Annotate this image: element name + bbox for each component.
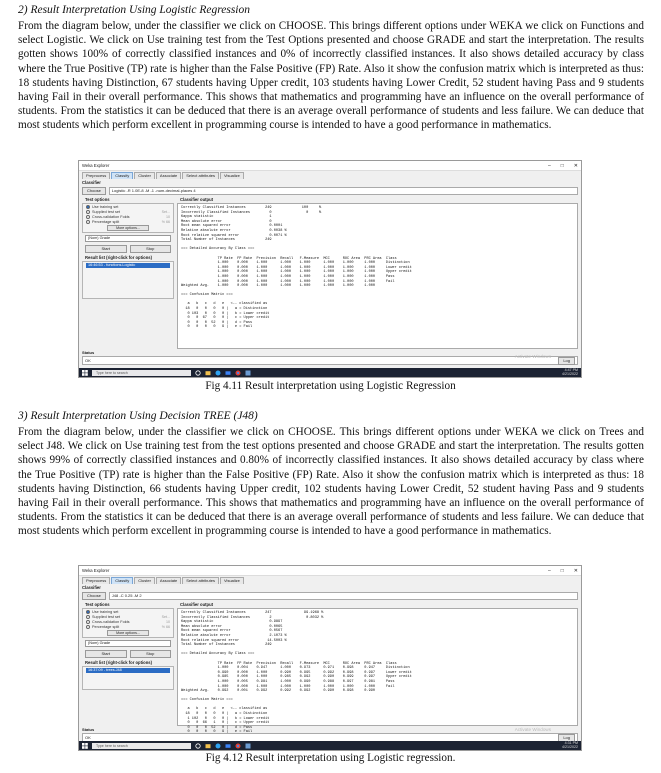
more-options-button[interactable]: More options... bbox=[107, 225, 149, 231]
minimize-icon[interactable]: – bbox=[547, 567, 551, 574]
class-attribute-select[interactable]: (Nom) Grade bbox=[85, 640, 171, 647]
classifier-label: Classifier bbox=[82, 585, 101, 590]
section-paragraph-logistic: From the diagram below, under the classifier we click on CHOOSE. This brings different options under WEKA we click on Functions and select Logistic. We click on Use training test from the Test Options presented and choose GRADE and start the interpretation. The results gotten shows 100% of correctly classified instances and 0% of incorrectly classified instances. It also shows detailed accuracy by class where the True Positive (TP) rate is higher than the False Positive (FP) Rate. Also it show the confusion matrix which is interpreted as thus: 18 students having Distinction, 67 students having Upper credit, 103 students having Lower Credit, 52 student having Pass and 9 students having Fail in their overall performance. This shows that mathematics and programming have an influence on the overall performance of students. From the statistics it can be deduced that there is an average overall performance of students and less failure. We can deduce that most students which perform excellent in programming course is intended to have a good performance in mathematics. bbox=[18, 20, 644, 132]
chrome-icon[interactable] bbox=[235, 743, 241, 749]
tab-classify[interactable]: Classify bbox=[111, 172, 133, 179]
classifier-output-label: Classifier output bbox=[180, 197, 214, 202]
result-list-item[interactable]: 16:46:53 - functions.Logistic bbox=[86, 263, 170, 268]
radio-icon[interactable] bbox=[86, 615, 90, 619]
option-supplied-test-set[interactable]: Supplied test set Set... bbox=[83, 209, 173, 214]
option-percentage-split[interactable]: Percentage split % 66 bbox=[83, 219, 173, 224]
weka-app-icon[interactable] bbox=[245, 743, 251, 749]
radio-icon[interactable] bbox=[86, 625, 90, 629]
test-options-panel bbox=[82, 608, 174, 638]
taskbar-clock: 4:47 PM 4/21/2022 bbox=[562, 367, 578, 376]
tab-associate[interactable]: Associate bbox=[156, 577, 181, 584]
edge-icon[interactable] bbox=[215, 370, 221, 376]
window-titlebar bbox=[79, 566, 581, 576]
tab-visualize[interactable]: Visualize bbox=[220, 577, 244, 584]
taskbar-search-input[interactable]: Type here to search bbox=[92, 370, 191, 376]
activate-windows-watermark: Activate Windows bbox=[514, 727, 551, 732]
minimize-icon[interactable]: – bbox=[547, 162, 551, 169]
status-text: OK bbox=[85, 735, 91, 740]
section-paragraph-j48: From the diagram below, under the classifier we click on CHOOSE. This brings different options under WEKA we click on Trees and select J48. We click on Use training test from the test options presented and choose GRADE and start the interpretation. The results gotten shows 99% of correctly classified instances and 0.80% of incorrectly classified instances. It also shows detailed accuracy by class where the True Positive (TP) rate is higher than the False Positive (FP) Rate. Also it show the confusion matrix which is interpreted as thus: 18 students having Distinction, 66 students having Upper credit, 102 students having Lower Credit, 52 student having Pass and 9 students having Fail in their overall performance. This shows that mathematics and programming have an influence on the overall performance of students. From the statistics it can be deduced that there is an average overall performance of students and less failure. We can deduce that most students which perform excellent in programming course is intended to have a good performance in mathematics. bbox=[18, 426, 644, 538]
window-titlebar bbox=[79, 161, 581, 171]
classifier-output-label: Classifier output bbox=[180, 602, 214, 607]
stop-button[interactable]: Stop bbox=[130, 245, 172, 253]
log-button[interactable]: Log bbox=[558, 357, 575, 365]
radio-icon[interactable] bbox=[86, 215, 90, 219]
maximize-icon[interactable]: □ bbox=[560, 567, 564, 574]
option-cross-validation[interactable]: Cross-validation Folds 10 bbox=[83, 619, 173, 624]
tab-cluster[interactable]: Cluster bbox=[134, 577, 155, 584]
test-options-label: Test options bbox=[85, 197, 110, 202]
radio-icon[interactable] bbox=[86, 210, 90, 214]
stop-button[interactable]: Stop bbox=[130, 650, 172, 658]
choose-button[interactable]: Choose bbox=[82, 187, 106, 195]
tab-select-attributes[interactable]: Select attributes bbox=[182, 172, 219, 179]
status-text: OK bbox=[85, 358, 91, 363]
task-view-icon[interactable] bbox=[195, 743, 201, 749]
taskbar-clock: 4:31 PM 4/21/2022 bbox=[562, 740, 578, 749]
option-supplied-test-set[interactable]: Supplied test set Set... bbox=[83, 614, 173, 619]
status-label: Status bbox=[82, 727, 95, 732]
activate-windows-watermark: Activate Windows bbox=[514, 354, 551, 359]
result-list-label: Result list (right-click for options) bbox=[85, 255, 153, 260]
classifier-output-text: Correctly Classified Instances 247 99.1968 % Incorrectly Classified Instances 2 0.8032 % Kappa statistic 0.9897 Mean absolute error 0.0065 Root mean squared error 0.0567 Relative absolute error 2.1073 % Root relative squared error 14.5003 % Total Number of Instances 249 === Detailed Accuracy By Class === TP Rate FP Rate Precision Recall F-Measure MCC ROC Area PRC Area Class 1.000 0.004 0.947 1.000 0.973 0.971 0.998 0.947 Distinction 0.990 0.000 1.000 0.990 0.995 0.992 0.998 0.997 Lower credit 0.985 0.000 1.000 0.985 0.992 0.990 0.999 0.997 Upper credit 1.000 0.005 0.981 1.000 0.990 0.988 0.997 0.981 Pass 1.000 0.000 1.000 1.000 1.000 1.000 1.000 1.000 Fail Weighted Avg. 0.992 0.001 0.992 0.992 0.992 0.990 0.998 0.990 === Confusion Matrix === a b c d e <-- classified as 18 0 0 0 0 | a = Distinction 1 102 0 0 0 | b = Lower credit 0 0 66 1 0 | c = Upper credit 0 0 0 52 0 | d = Pass 0 0 0 0 9 | e = Fail bbox=[177, 608, 578, 726]
more-options-button[interactable]: More options... bbox=[107, 630, 149, 636]
mail-icon[interactable] bbox=[225, 743, 231, 749]
status-label: Status bbox=[82, 350, 95, 355]
tab-visualize[interactable]: Visualize bbox=[220, 172, 244, 179]
tab-associate[interactable]: Associate bbox=[156, 172, 181, 179]
chrome-icon[interactable] bbox=[235, 370, 241, 376]
start-button[interactable]: Start bbox=[85, 650, 127, 658]
close-icon[interactable]: ✕ bbox=[573, 162, 578, 169]
result-list bbox=[82, 261, 174, 299]
taskbar-search-input[interactable]: Type here to search bbox=[92, 743, 191, 749]
window-title: Weka Explorer bbox=[82, 163, 110, 168]
result-list-item[interactable]: 16:37:09 - trees.J48 bbox=[86, 668, 170, 673]
figure-caption-logistic: Fig 4.11 Result interpretation using Logistic Regression bbox=[205, 380, 456, 392]
task-view-icon[interactable] bbox=[195, 370, 201, 376]
section-heading-logistic: 2) Result Interpretation Using Logistic Regression bbox=[18, 4, 251, 16]
windows-taskbar bbox=[79, 368, 581, 377]
tab-classify[interactable]: Classify bbox=[111, 577, 133, 584]
radio-icon[interactable] bbox=[86, 610, 90, 614]
tab-bar bbox=[79, 171, 581, 179]
file-explorer-icon[interactable] bbox=[205, 743, 211, 749]
tab-preprocess[interactable]: Preprocess bbox=[82, 577, 110, 584]
tab-select-attributes[interactable]: Select attributes bbox=[182, 577, 219, 584]
file-explorer-icon[interactable] bbox=[205, 370, 211, 376]
option-percentage-split[interactable]: Percentage split % 66 bbox=[83, 624, 173, 629]
test-options-panel bbox=[82, 203, 174, 233]
status-bar bbox=[82, 356, 578, 365]
weka-screenshot-j48 bbox=[78, 565, 582, 751]
windows-start-icon[interactable] bbox=[82, 743, 88, 749]
result-list bbox=[82, 666, 174, 690]
tab-preprocess[interactable]: Preprocess bbox=[82, 172, 110, 179]
classifier-label: Classifier bbox=[82, 180, 101, 185]
weka-screenshot-logistic bbox=[78, 160, 582, 378]
radio-icon[interactable] bbox=[86, 620, 90, 624]
windows-taskbar bbox=[79, 741, 581, 750]
start-button[interactable]: Start bbox=[85, 245, 127, 253]
mail-icon[interactable] bbox=[225, 370, 231, 376]
option-use-training-set[interactable]: Use training set bbox=[83, 609, 173, 614]
classifier-scheme-field[interactable]: Logistic -R 1.0E-8 -M -1 -num-decimal-places 4 bbox=[109, 187, 578, 195]
window-title: Weka Explorer bbox=[82, 568, 110, 573]
option-cross-validation[interactable]: Cross-validation Folds 10 bbox=[83, 214, 173, 219]
classifier-scheme-field[interactable]: J48 -C 0.25 -M 2 bbox=[109, 592, 578, 600]
result-list-label: Result list (right-click for options) bbox=[85, 660, 153, 665]
close-icon[interactable]: ✕ bbox=[573, 567, 578, 574]
section-heading-j48: 3) Result Interpretation Using Decision TREE (J48) bbox=[18, 410, 258, 422]
edge-icon[interactable] bbox=[215, 743, 221, 749]
radio-icon[interactable] bbox=[86, 205, 90, 209]
option-use-training-set[interactable]: Use training set bbox=[83, 204, 173, 209]
test-options-label: Test options bbox=[85, 602, 110, 607]
classifier-output-text: Correctly Classified Instances 249 100 % Incorrectly Classified Instances 0 0 % Kappa statistic 1 Mean absolute error 0 Root mean squared error 0.0001 Relative absolute error 0.0038 % Root relative squared error 0.0071 % Total Number of Instances 249 === Detailed Accuracy By Class === TP Rate FP Rate Precision Recall F-Measure MCC ROC Area PRC Area Class 1.000 0.000 1.000 1.000 1.000 1.000 1.000 1.000 Distinction 1.000 0.000 1.000 1.000 1.000 1.000 1.000 1.000 Lower credit 1.000 0.000 1.000 1.000 1.000 1.000 1.000 1.000 Upper credit 1.000 0.000 1.000 1.000 1.000 1.000 1.000 1.000 Pass 1.000 0.000 1.000 1.000 1.000 1.000 1.000 1.000 Fail Weighted Avg. 1.000 0.000 1.000 1.000 1.000 1.000 1.000 1.000 === Confusion Matrix === a b c d e <-- classified as 18 0 0 0 0 | a = Distinction 0 103 0 0 0 | b = Lower credit 0 0 67 0 0 | c = Upper credit 0 0 0 52 0 | d = Pass 0 0 0 0 9 | e = Fail bbox=[177, 203, 578, 349]
class-attribute-select[interactable]: (Nom) Grade bbox=[85, 235, 171, 242]
log-button[interactable]: Log bbox=[558, 734, 575, 742]
tab-bar bbox=[79, 576, 581, 584]
tab-cluster[interactable]: Cluster bbox=[134, 172, 155, 179]
windows-start-icon[interactable] bbox=[82, 370, 88, 376]
choose-button[interactable]: Choose bbox=[82, 592, 106, 600]
maximize-icon[interactable]: □ bbox=[560, 162, 564, 169]
radio-icon[interactable] bbox=[86, 220, 90, 224]
figure-caption-j48: Fig 4.12 Result interpretation using Logistic regression. bbox=[205, 752, 456, 764]
weka-app-icon[interactable] bbox=[245, 370, 251, 376]
